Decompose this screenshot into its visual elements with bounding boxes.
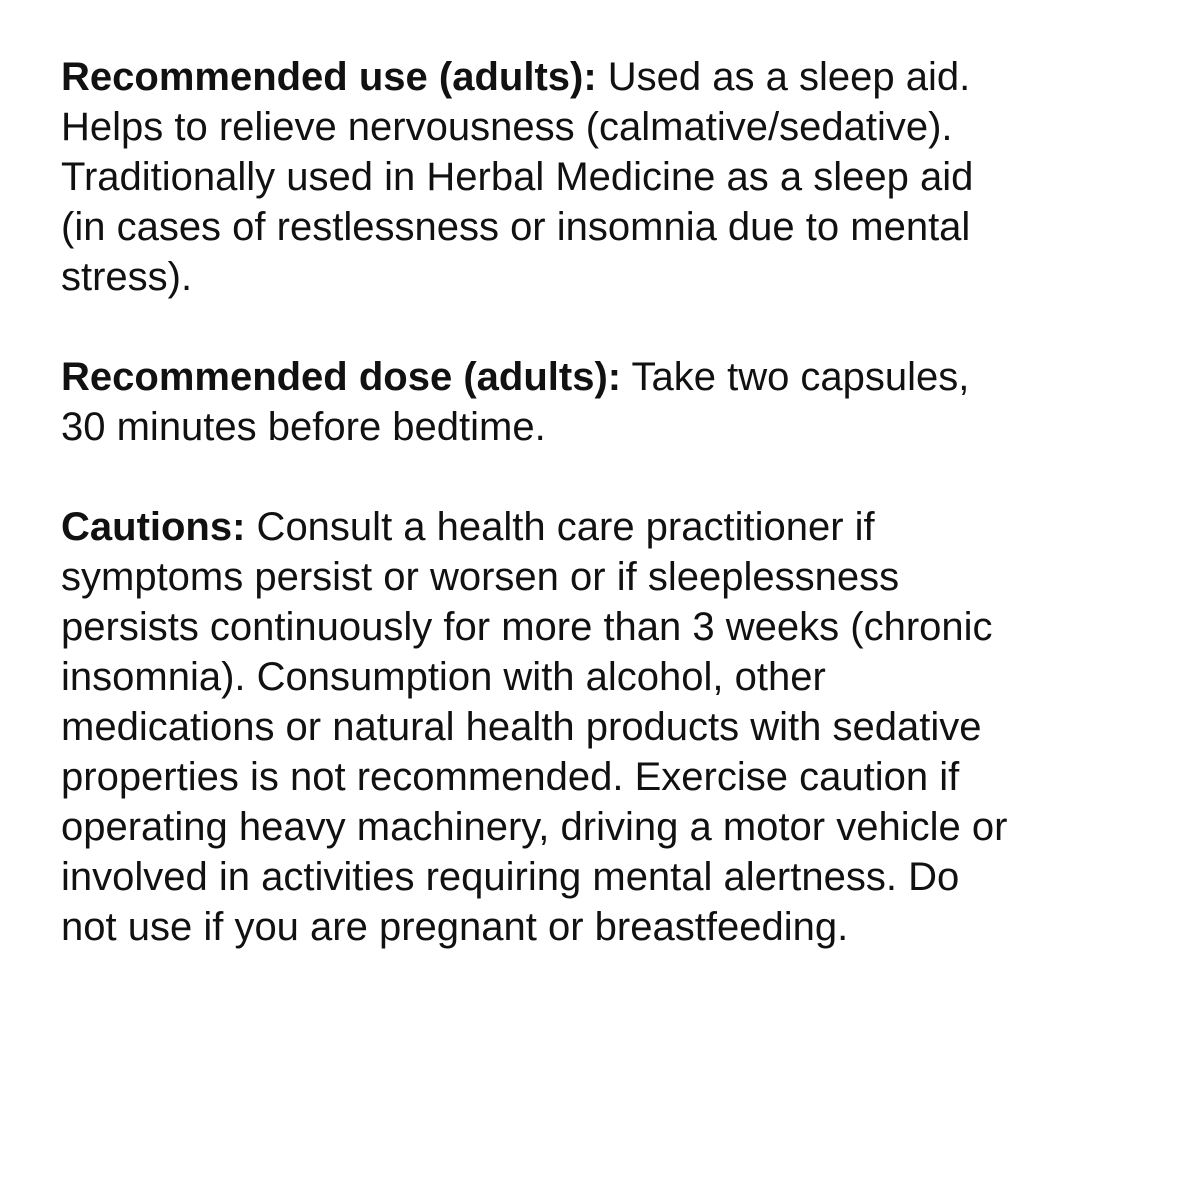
text-line: medications or natural health products with sedative <box>61 705 982 749</box>
cautions-text: Consult a health care practitioner if <box>245 505 875 549</box>
text-line: involved in activities requiring mental alertness. Do <box>61 855 960 899</box>
text-line <box>61 502 1171 552</box>
text-line: 30 minutes before bedtime. <box>61 405 546 449</box>
text-line <box>61 352 1171 402</box>
text-line: symptoms persist or worsen or if sleeplessness <box>61 555 900 599</box>
text-line: properties is not recommended. Exercise caution if <box>61 755 960 799</box>
text-line: persists continuously for more than 3 weeks (chronic <box>61 605 993 649</box>
text-line: insomnia). Consumption with alcohol, other <box>61 655 826 699</box>
recommended-use-text: Used as a sleep aid. <box>596 55 971 99</box>
recommended-use-label: Recommended use (adults): <box>61 55 597 99</box>
text-line: (in cases of restlessness or insomnia due to mental <box>61 205 971 249</box>
text-line <box>61 52 1171 102</box>
text-line: Helps to relieve nervousness (calmative/sedative). <box>61 105 953 149</box>
recommended-use-section <box>61 52 1171 302</box>
cautions-section <box>61 502 1171 952</box>
text-line: stress). <box>61 255 193 299</box>
text-line: Traditionally used in Herbal Medicine as a sleep aid <box>61 155 974 199</box>
recommended-dose-section <box>61 352 1171 452</box>
recommended-dose-text: Take two capsules, <box>621 355 970 399</box>
cautions-label: Cautions: <box>61 505 246 549</box>
text-line: operating heavy machinery, driving a motor vehicle or <box>61 805 1008 849</box>
text-line: not use if you are pregnant or breastfeeding. <box>61 905 849 949</box>
recommended-dose-label: Recommended dose (adults): <box>61 355 622 399</box>
label-text-panel <box>61 52 1171 1002</box>
